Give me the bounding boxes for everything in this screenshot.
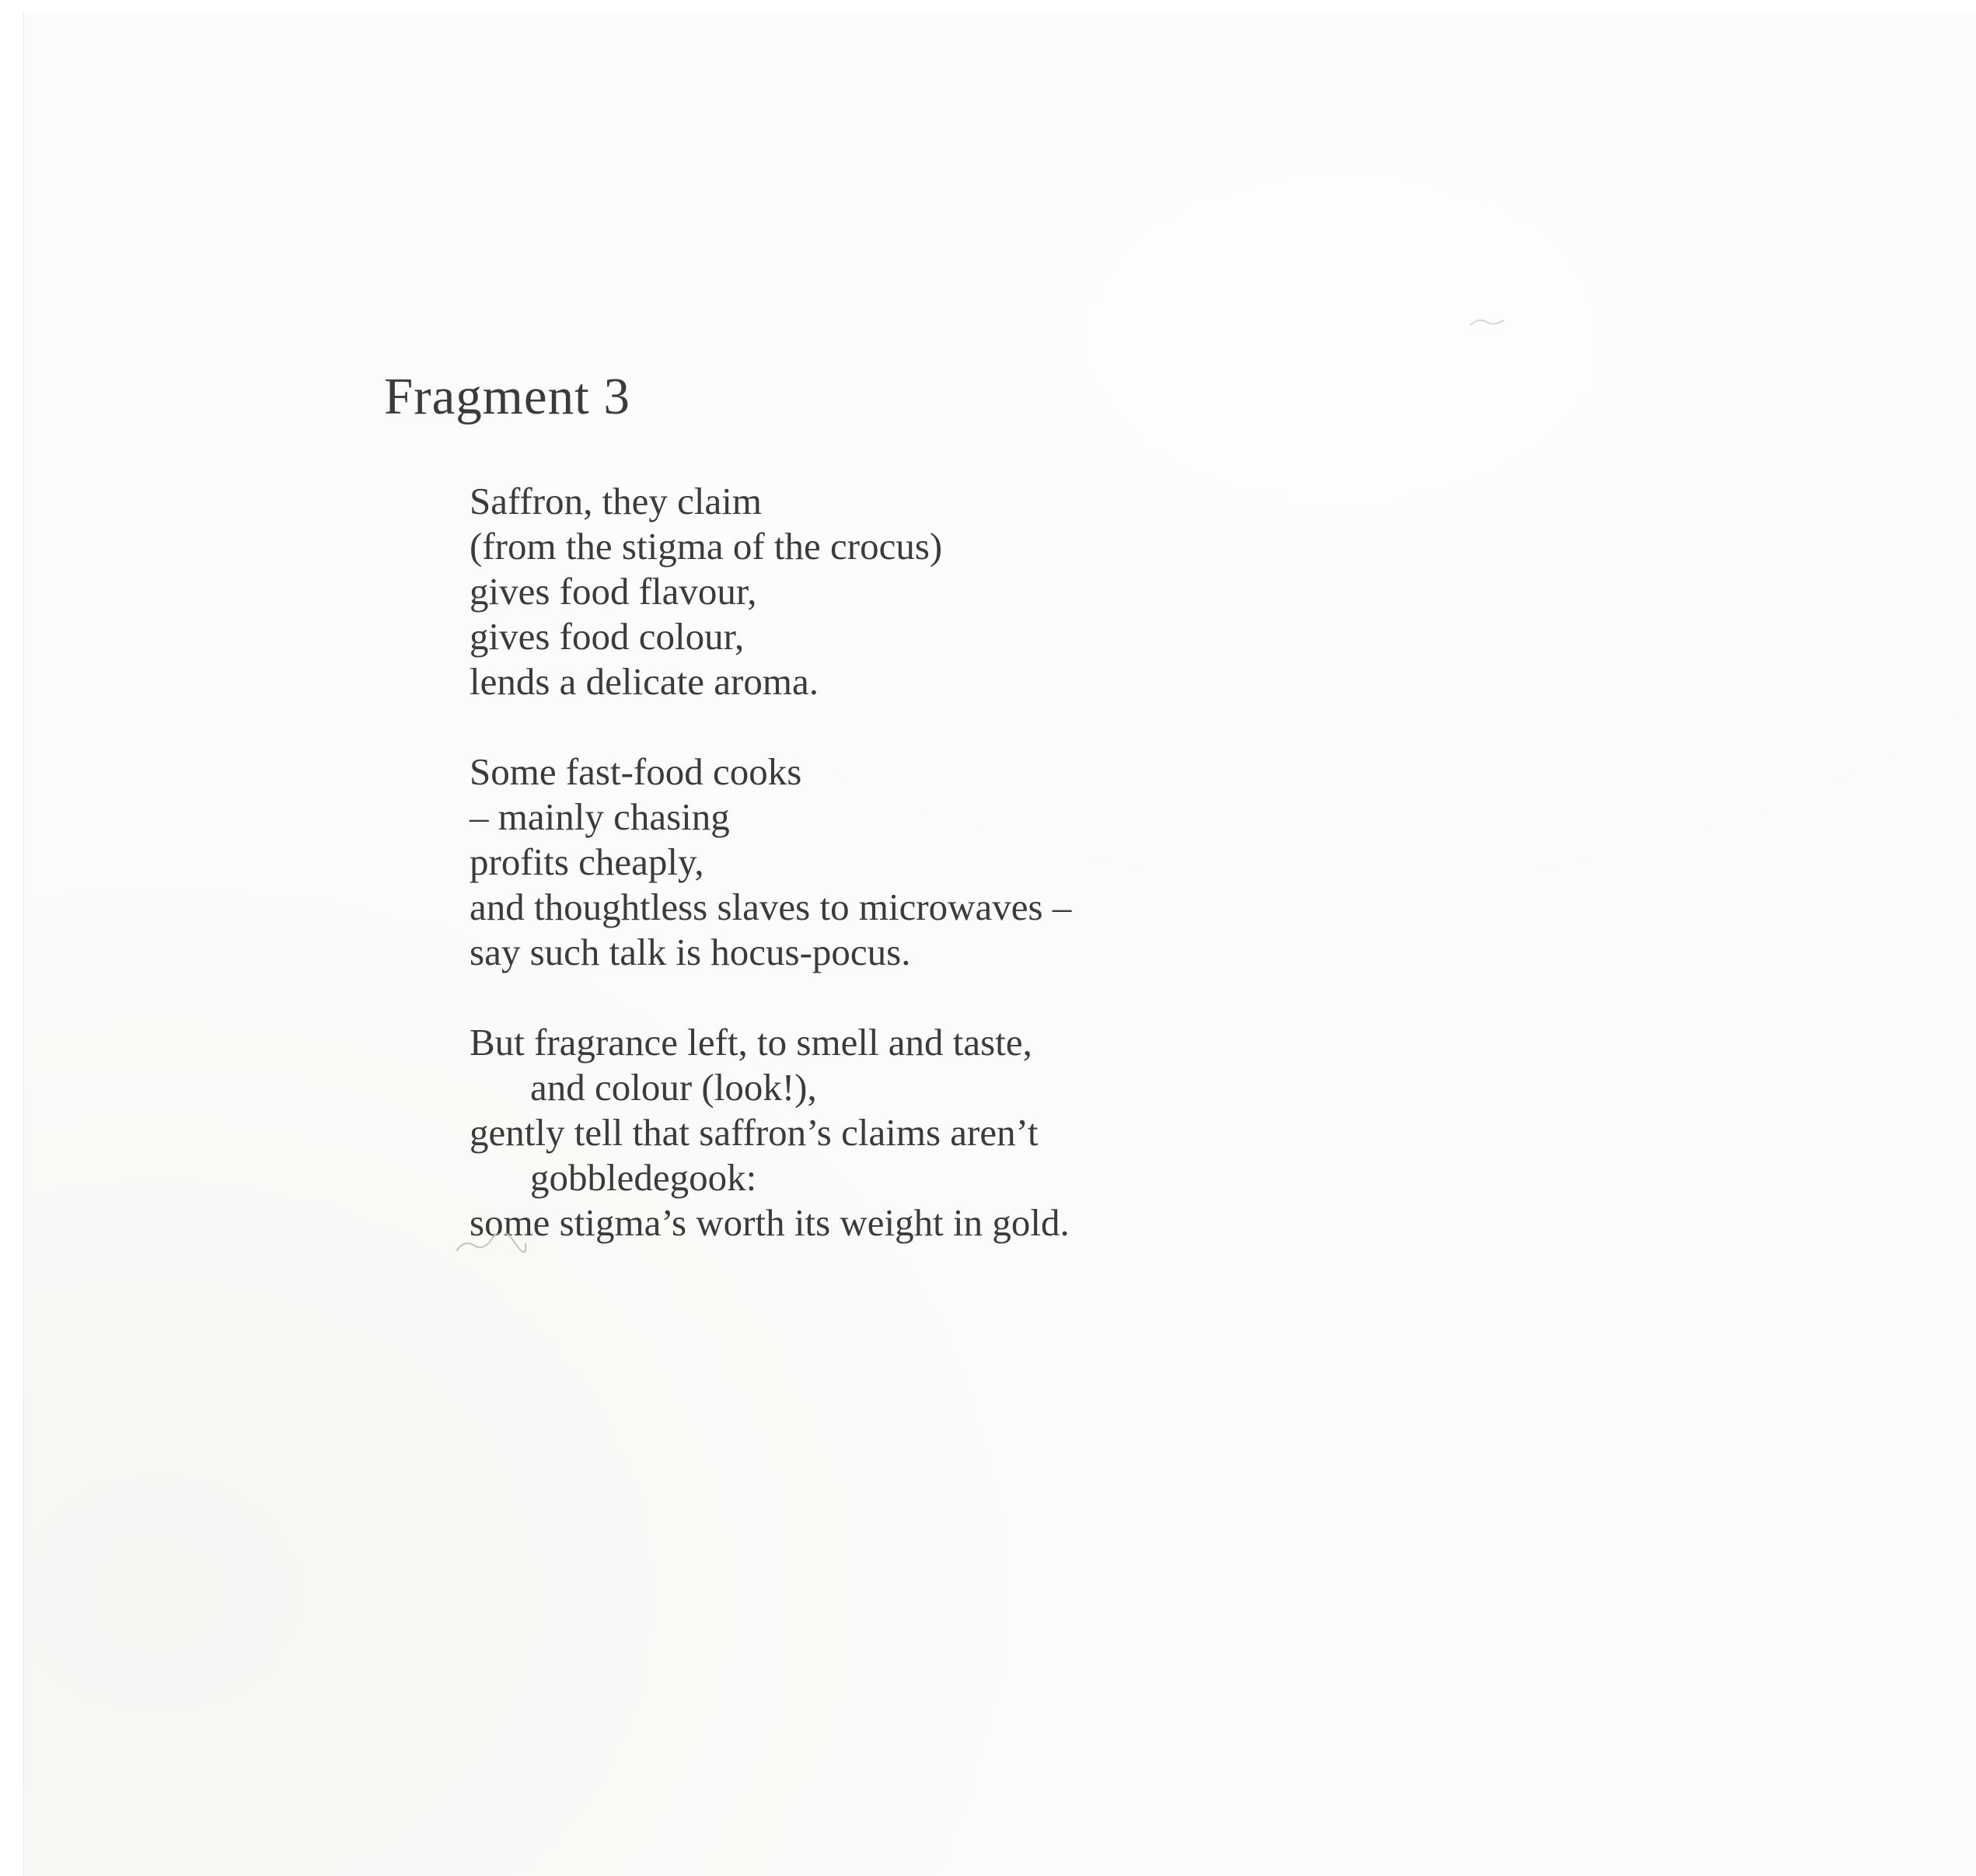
poem-line: lends a delicate aroma. xyxy=(470,660,819,703)
stanza xyxy=(470,1020,1071,1245)
poem-line: some stigma’s worth its weight in gold. xyxy=(470,1201,1070,1244)
poem-line: gently tell that saffron’s claims aren’t xyxy=(470,1111,1039,1154)
poem-line: profits cheaply, xyxy=(470,840,704,883)
poem-line: and thoughtless slaves to microwaves – xyxy=(470,886,1072,928)
poem-line: – mainly chasing xyxy=(470,795,730,838)
scanner-edge-left xyxy=(0,0,24,1876)
poem-line: Some fast-food cooks xyxy=(470,750,802,793)
poem-line: gives food flavour, xyxy=(470,570,757,613)
scanner-edge-top xyxy=(0,0,1976,12)
poem-title: Fragment 3 xyxy=(384,368,631,425)
poem-body xyxy=(470,479,1071,1245)
poem-line: gives food colour, xyxy=(470,615,745,658)
poem-line: gobbledegook: xyxy=(530,1156,757,1199)
scan-curl-artifact xyxy=(1469,314,1505,330)
poem-line: and colour (look!), xyxy=(530,1066,817,1109)
poem-line: (from the stigma of the crocus) xyxy=(470,525,943,568)
poem-line: But fragrance left, to smell and taste, xyxy=(470,1021,1032,1064)
poem-line: say such talk is hocus-pocus. xyxy=(470,931,911,973)
poem-line: Saffron, they claim xyxy=(470,480,763,522)
stanza xyxy=(470,479,1071,704)
stanza xyxy=(470,749,1071,975)
